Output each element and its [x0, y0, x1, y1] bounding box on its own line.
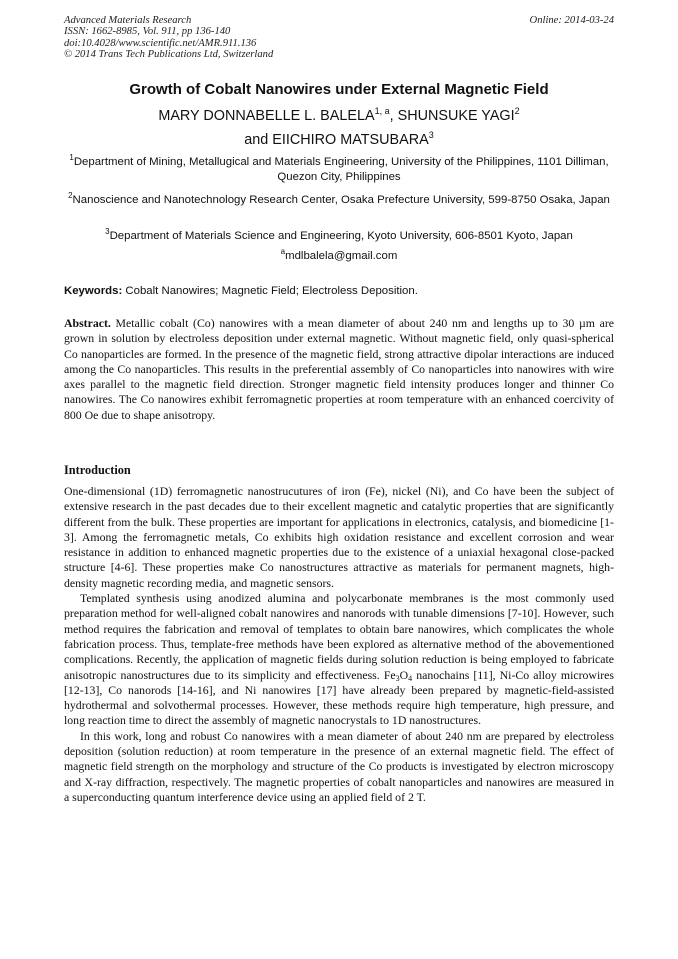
- author-line-1: [64, 104, 614, 128]
- intro-paragraph-1: One-dimensional (1D) ferromagnetic nanostrucutures of iron (Fe), nickel (Ni), and Co have been the subject of extensive research in the past decades due to their excellent magnetic and catalytic properties that are significantly different from the bulk. These properties are important for applications in electronics, catalysis, and biomedicine [1-3]. Among the ferromagnetic metals, Co exhibits high oxidation resistance and excellent corrosion and wear resistance in addition to enhanced magnetic properties due to the existence of a uniaxial hexagonal close-packed structure [4-6]. These properties make Co nanostructures attractive as materials for permanent magnets, high-density magnetic recording media, and magnetic sensors.: [64, 484, 614, 590]
- intro-p2-sub1: 3: [395, 673, 400, 683]
- author-3-sup: 3: [428, 130, 434, 140]
- author-line-2: [64, 128, 614, 152]
- corresponding-email: [64, 249, 614, 264]
- keywords: [64, 284, 614, 299]
- email-text: mdlbalela@gmail.com: [285, 250, 398, 262]
- author-and: and: [244, 132, 273, 148]
- intro-p2-before: Templated synthesis using anodized alumina and polycarbonate membranes is the most commonly used preparation method for well-aligned cobalt nanowires and nanorods with tunable dimensions [7-10]. However, such method requires the fabrication and removal of templates to obtain bare nanowires, which complicates the whole fabrication process. Thus, template-free methods have been explored as alternative method of the abovementioned complications. Recently, the application of magnetic fields during solution reduction is being employed to fabricate anisotropic nanostructures due to its simplicity and effectiveness. Fe: [64, 591, 614, 682]
- abstract-label: Abstract.: [64, 316, 111, 330]
- intro-paragraph-3: In this work, long and robust Co nanowires with a mean diameter of about 240 nm are prepared by electroless deposition (solution reduction) at room temperature in the presence of an external magnetic field. The effect of magnetic field strength on the morphology and structure of the Co products is investigated by electron microscopy and X-ray diffraction, respectively. The magnetic properties of cobalt nanoparticles and nanowires are measured in a superconducting quantum interference device using an applied field of 2 T.: [64, 728, 614, 804]
- author-3: EIICHIRO MATSUBARA: [272, 132, 429, 148]
- author-2-sup: 2: [514, 106, 520, 116]
- author-1-sup: 1, a: [374, 106, 390, 116]
- journal-name: Advanced Materials Research: [64, 15, 192, 26]
- affiliation-1-text: Department of Mining, Metallugical and Materials Engineering, University of the Philippines, 1101 Dilliman, Quezon City, Philippines: [73, 156, 609, 184]
- journal-copyright: © 2014 Trans Tech Publications Ltd, Switzerland: [64, 48, 274, 60]
- author-1: MARY DONNABELLE L. BALELA: [158, 108, 375, 124]
- affiliation-3: [64, 229, 614, 244]
- paper-title: Growth of Cobalt Nanowires under External Magnetic Field: [129, 81, 549, 98]
- author-separator: ,: [389, 108, 398, 124]
- abstract-text: Metallic cobalt (Co) nanowires with a mean diameter of about 240 nm and lengths up to 30 µm are grown in solution by electroless deposition under external magnetic. Without magnetic field, only quasi-spherical Co nanoparticles are formed. In the presence of the magnetic field, strong attractive dipolar interactions are induced among the Co nanoparticles. This results in the preferential assembly of Co nanoparticles into nanowires with wire axes parallel to the magnetic field direction. Stronger magnetic field intensity produces longer and thinner Co nanowires. The Co nanowires exhibit ferromagnetic properties at room temperature with an enhanced coercivity of 800 Oe due to shape anisotropy.: [64, 316, 614, 422]
- affiliation-2-sup: 2: [68, 191, 73, 200]
- intro-p2-mid: O: [399, 667, 409, 682]
- online-date: Online: 2014-03-24: [529, 15, 614, 26]
- email-sup: a: [280, 247, 286, 256]
- affiliation-2-text: Nanoscience and Nanotechnology Research Center, Osaka Prefecture University, 599-8750 Osaka, Japan: [72, 194, 610, 206]
- abstract: [64, 316, 614, 423]
- intro-p2-sub2: 4: [408, 673, 413, 683]
- keywords-text: Cobalt Nanowires; Magnetic Field; Electroless Deposition.: [122, 285, 418, 297]
- journal-issn: ISSN: 1662-8985, Vol. 911, pp 136-140: [64, 26, 231, 38]
- affiliation-1-sup: 1: [69, 153, 74, 162]
- affiliation-3-sup: 3: [105, 227, 110, 236]
- introduction-body: [64, 484, 614, 805]
- author-2: SHUNSUKE YAGI: [397, 108, 515, 124]
- affiliation-3-text: Department of Materials Science and Engineering, Kyoto University, 606-8501 Kyoto, Japan: [109, 230, 573, 242]
- intro-p2-after: nanochains [11], Ni-Co alloy microwires [12-13], Co nanorods [14-16], and Ni nanowires [17] have already been prepared by magnetic-field-assisted hydrothermal and solvothermal processes. However, these methods require high temperature, high pressure, and long reaction time to direct the assembly of magnetic nanocrystals to 1D nanostructures.: [64, 667, 614, 728]
- journal-header: [64, 15, 614, 60]
- journal-doi: doi:10.4028/www.scientific.net/AMR.911.136: [64, 37, 257, 49]
- affiliation-1: [64, 155, 614, 185]
- intro-paragraph-2: [64, 591, 614, 729]
- section-heading-introduction: Introduction: [64, 463, 131, 477]
- keywords-label: Keywords:: [64, 285, 123, 297]
- author-list: [64, 104, 614, 152]
- affiliation-2: [64, 193, 614, 208]
